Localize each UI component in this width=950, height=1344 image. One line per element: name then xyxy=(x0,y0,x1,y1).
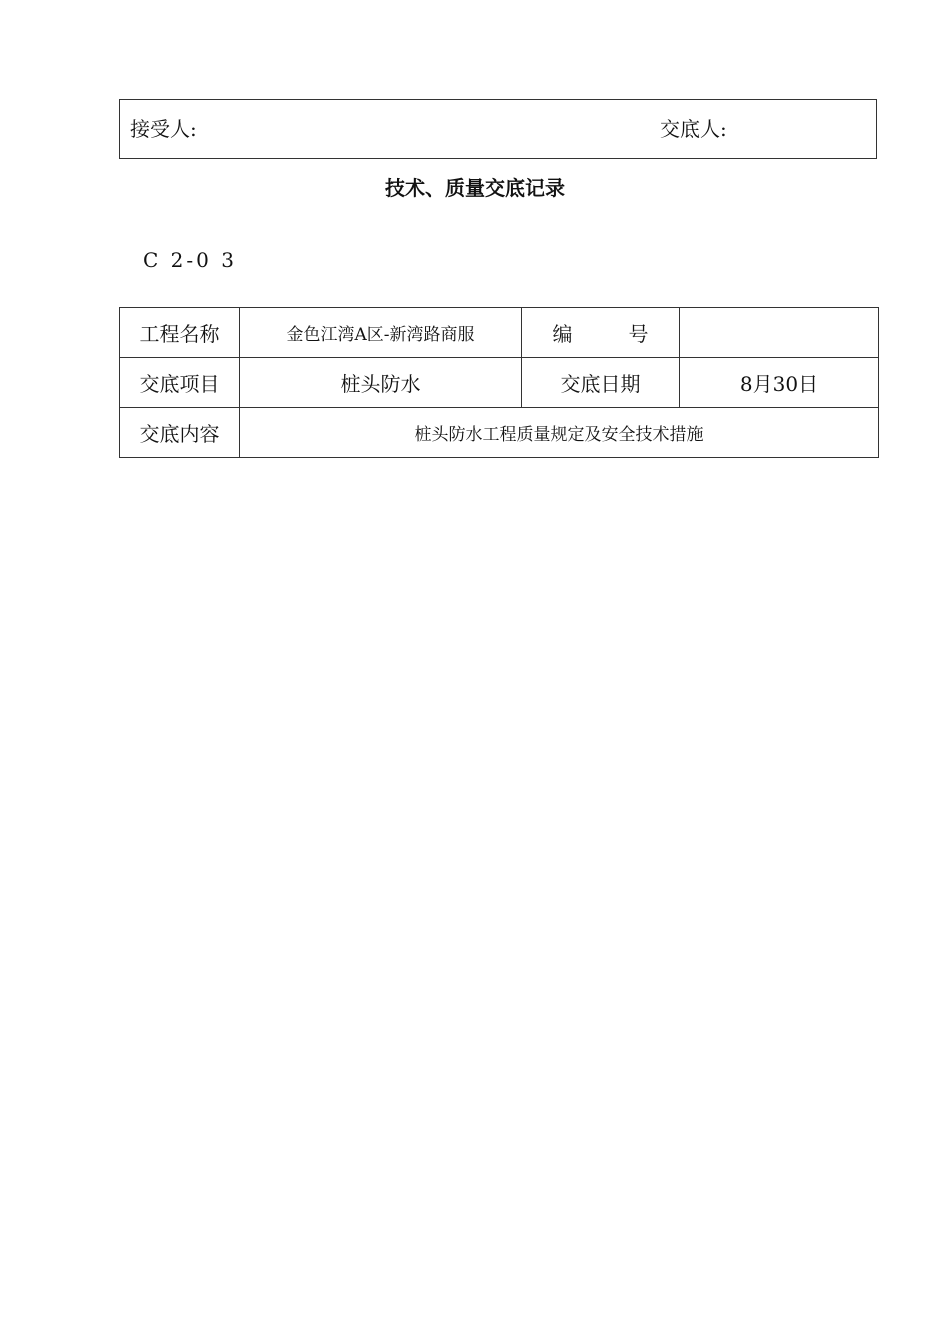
discloser-label: 交底人: xyxy=(660,117,727,141)
project-name-value: 金色江湾A区-新湾路商服 xyxy=(240,308,522,358)
receiver-label: 接受人: xyxy=(130,117,197,141)
disclosure-content-value: 桩头防水工程质量规定及安全技术措施 xyxy=(240,408,879,458)
signature-box xyxy=(119,99,877,159)
project-name-label: 工程名称 xyxy=(120,308,240,358)
disclosure-record-table xyxy=(119,307,879,458)
disclosure-date-value: 8月30日 xyxy=(680,358,879,408)
serial-number-label-part2: 号 xyxy=(628,322,649,346)
disclosure-date-label: 交底日期 xyxy=(522,358,680,408)
document-title: 技术、质量交底记录 xyxy=(385,176,565,200)
disclosure-item-value: 桩头防水 xyxy=(240,358,522,408)
serial-number-value xyxy=(680,308,879,358)
serial-number-label xyxy=(522,308,680,358)
disclosure-item-label: 交底项目 xyxy=(120,358,240,408)
table-row xyxy=(120,358,879,408)
table-row xyxy=(120,308,879,358)
disclosure-content-label: 交底内容 xyxy=(120,408,240,458)
table-row xyxy=(120,408,879,458)
form-code: C 2-0 3 xyxy=(143,248,237,272)
serial-number-label-part1: 编 xyxy=(552,322,573,346)
